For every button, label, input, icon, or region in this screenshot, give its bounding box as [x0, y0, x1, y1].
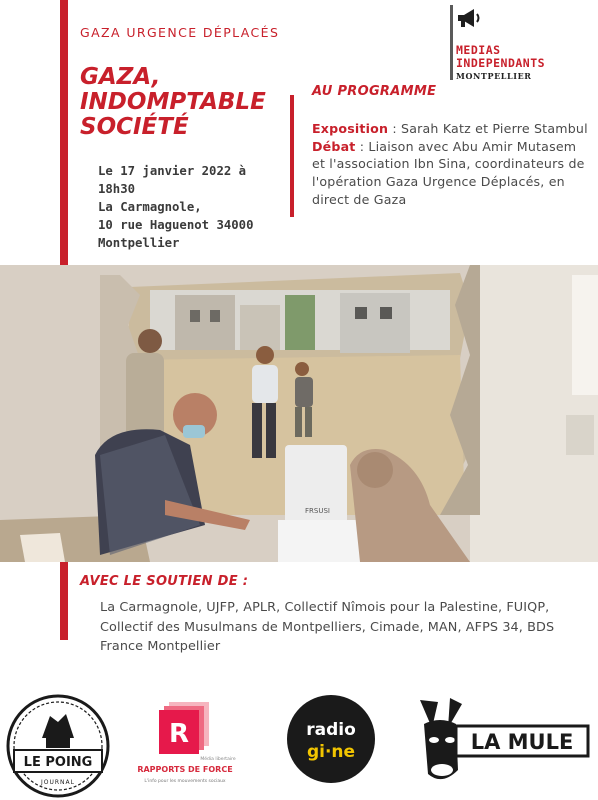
programme-item-text: : Sarah Katz et Pierre Stambul	[388, 121, 588, 136]
radio-line-1: radio	[306, 720, 356, 740]
programme-item-label: Exposition	[312, 121, 389, 136]
event-photo	[0, 265, 598, 562]
programme-heading: AU PROGRAMME	[312, 84, 437, 99]
rapports-badge	[133, 696, 243, 796]
radio-gine-logo	[285, 693, 377, 785]
programme-item	[312, 138, 592, 209]
mule-name: LA MULE	[470, 730, 574, 754]
logo-divider	[450, 5, 453, 80]
rapports-name: RAPPORTS DE FORCE	[137, 765, 233, 774]
radio-badge	[285, 693, 377, 785]
radio-line-2: gi·ne	[306, 742, 356, 762]
rapports-de-force-logo	[133, 696, 243, 796]
event-info	[98, 162, 288, 252]
rapports-small-top: Média libertaire	[200, 757, 236, 762]
programme-list	[312, 120, 592, 209]
logo-line-3: MONTPELLIER	[456, 71, 532, 81]
accent-bar-mid	[290, 95, 294, 217]
logo-line-2: INDEPENDANTS	[456, 56, 546, 70]
poing-sub: JOURNAL	[41, 779, 75, 786]
title-line-1: GAZA,	[80, 64, 161, 90]
photo-illustration	[0, 265, 598, 562]
event-date: Le 17 janvier 2022 à	[98, 164, 247, 178]
la-mule-logo	[410, 690, 594, 796]
event-venue: La Carmagnole,	[98, 200, 202, 214]
rapports-letter: R	[168, 719, 190, 749]
title-line-3: SOCIÉTÉ	[80, 114, 189, 140]
logo-line-1: MEDIAS	[456, 43, 501, 57]
event-kicker: GAZA URGENCE DÉPLACÉS	[80, 25, 280, 40]
programme-item	[312, 120, 592, 138]
le-poing-logo	[6, 694, 110, 798]
medias-independants-logo	[450, 5, 590, 80]
title-line-2: INDOMPTABLE	[80, 89, 266, 115]
le-poing-badge	[6, 694, 110, 798]
mule-badge	[410, 690, 594, 796]
poing-name: LE POING	[23, 755, 93, 770]
rapports-tagline: L'info pour les mouvements sociaux	[144, 779, 226, 784]
event-title	[80, 65, 290, 140]
programme-item-label: Débat	[312, 138, 356, 154]
megaphone-icon	[456, 7, 482, 29]
event-time: 18h30	[98, 182, 136, 196]
support-heading: AVEC LE SOUTIEN DE :	[80, 574, 249, 589]
device-label: FRSUSI	[305, 507, 330, 515]
support-list: La Carmagnole, UJFP, APLR, Collectif Nîmois pour la Palestine, FUIQP, Collectif des Musulmans de Montpelliers, Cimade, MAN, AFPS 34, BDS France Montpellier	[100, 600, 555, 654]
event-address: 10 rue Haguenot 34000	[98, 218, 254, 232]
programme-item-text: : Liaison avec Abu Amir Mutasem et l'association Ibn Sina, coordinateurs de l'opération Gaza Urgence Déplacés, en direct de Gaza	[312, 138, 585, 207]
event-city: Montpellier	[98, 236, 180, 250]
